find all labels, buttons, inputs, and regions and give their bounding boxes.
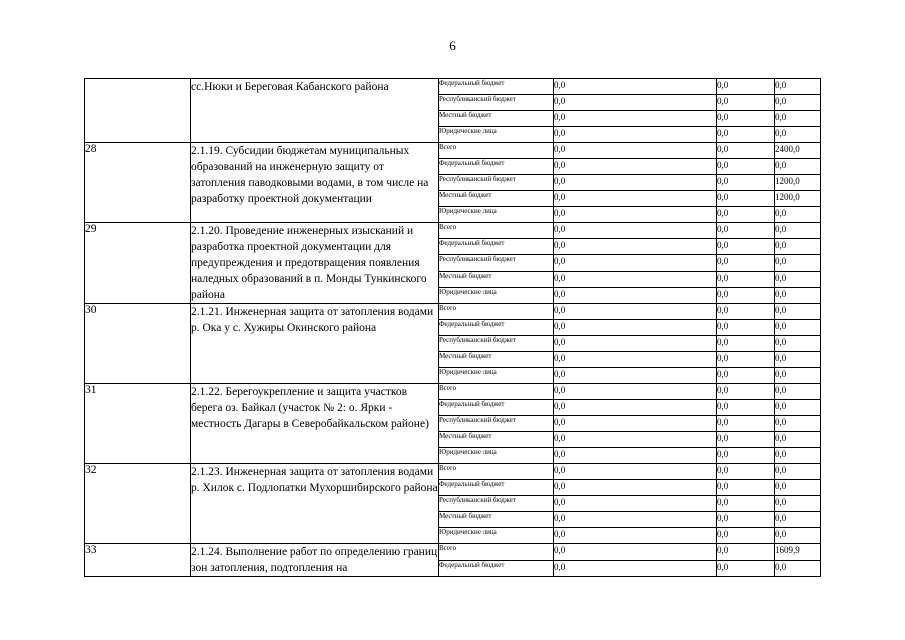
amount-v1: 0,0 — [554, 384, 717, 400]
amount-v1: 0,0 — [554, 368, 717, 384]
amount-v2: 0,0 — [717, 111, 775, 127]
funding-source: Всего — [439, 544, 554, 561]
amount-v3: 2400,0 — [775, 143, 821, 159]
amount-v1: 0,0 — [554, 416, 717, 432]
funding-source: Юридические лица — [439, 448, 554, 464]
amount-v2: 0,0 — [717, 320, 775, 336]
amount-v1: 0,0 — [554, 191, 717, 207]
page-number: 6 — [449, 38, 456, 53]
amount-v3: 1200,0 — [775, 191, 821, 207]
amount-v2: 0,0 — [717, 287, 775, 303]
row-number: 28 — [85, 143, 191, 223]
amount-v2: 0,0 — [717, 143, 775, 159]
funding-source: Местный бюджет — [439, 432, 554, 448]
table-row — [85, 384, 821, 400]
measure-name: 2.1.23. Инженерная защита от затопления водами р. Хилок с. Подлопатки Мухоршибирского района — [191, 464, 439, 544]
amount-v3: 0,0 — [775, 480, 821, 496]
amount-v1: 0,0 — [554, 560, 717, 577]
amount-v1: 0,0 — [554, 352, 717, 368]
amount-v3: 0,0 — [775, 207, 821, 223]
funding-source: Республиканский бюджет — [439, 416, 554, 432]
amount-v1: 0,0 — [554, 175, 717, 191]
amount-v1: 0,0 — [554, 159, 717, 175]
funding-source: Местный бюджет — [439, 512, 554, 528]
amount-v2: 0,0 — [717, 207, 775, 223]
amount-v2: 0,0 — [717, 336, 775, 352]
amount-v1: 0,0 — [554, 544, 717, 561]
table-row — [85, 464, 821, 480]
amount-v1: 0,0 — [554, 320, 717, 336]
amount-v3: 0,0 — [775, 127, 821, 143]
measure-name: 2.1.20. Проведение инженерных изысканий и разработка проектной документации для предупреждения и предотвращения появления наледных образований в п. Монды Тункинского района — [191, 223, 439, 304]
amount-v3: 0,0 — [775, 239, 821, 255]
amount-v1: 0,0 — [554, 207, 717, 223]
amount-v1: 0,0 — [554, 95, 717, 111]
amount-v1: 0,0 — [554, 448, 717, 464]
funding-source: Юридические лица — [439, 287, 554, 303]
amount-v3: 0,0 — [775, 304, 821, 320]
amount-v3: 0,0 — [775, 111, 821, 127]
funding-source: Федеральный бюджет — [439, 480, 554, 496]
amount-v1: 0,0 — [554, 271, 717, 287]
amount-v2: 0,0 — [717, 560, 775, 577]
funding-source: Федеральный бюджет — [439, 239, 554, 255]
amount-v1: 0,0 — [554, 480, 717, 496]
amount-v1: 0,0 — [554, 528, 717, 544]
table-row — [85, 304, 821, 320]
table-row — [85, 143, 821, 159]
amount-v3: 0,0 — [775, 528, 821, 544]
funding-source: Федеральный бюджет — [439, 400, 554, 416]
funding-source: Федеральный бюджет — [439, 79, 554, 95]
amount-v3: 0,0 — [775, 512, 821, 528]
amount-v1: 0,0 — [554, 143, 717, 159]
funding-source: Всего — [439, 304, 554, 320]
funding-source: Республиканский бюджет — [439, 496, 554, 512]
amount-v3: 0,0 — [775, 159, 821, 175]
amount-v1: 0,0 — [554, 255, 717, 271]
amount-v3: 0,0 — [775, 368, 821, 384]
funding-source: Юридические лица — [439, 368, 554, 384]
amount-v2: 0,0 — [717, 512, 775, 528]
row-number: 32 — [85, 464, 191, 544]
funding-source: Всего — [439, 223, 554, 239]
funding-source: Юридические лица — [439, 207, 554, 223]
amount-v3: 0,0 — [775, 287, 821, 303]
amount-v3: 1200,0 — [775, 175, 821, 191]
amount-v2: 0,0 — [717, 544, 775, 561]
amount-v1: 0,0 — [554, 464, 717, 480]
amount-v1: 0,0 — [554, 512, 717, 528]
funding-source: Республиканский бюджет — [439, 175, 554, 191]
amount-v1: 0,0 — [554, 111, 717, 127]
funding-source: Республиканский бюджет — [439, 95, 554, 111]
funding-source: Федеральный бюджет — [439, 560, 554, 577]
amount-v2: 0,0 — [717, 159, 775, 175]
funding-source: Всего — [439, 143, 554, 159]
amount-v1: 0,0 — [554, 336, 717, 352]
row-number — [85, 79, 191, 143]
amount-v2: 0,0 — [717, 95, 775, 111]
amount-v3: 0,0 — [775, 271, 821, 287]
funding-source: Федеральный бюджет — [439, 320, 554, 336]
amount-v2: 0,0 — [717, 304, 775, 320]
table-row — [85, 79, 821, 95]
row-number: 30 — [85, 304, 191, 384]
amount-v3: 0,0 — [775, 400, 821, 416]
amount-v2: 0,0 — [717, 271, 775, 287]
amount-v2: 0,0 — [717, 400, 775, 416]
amount-v3: 0,0 — [775, 560, 821, 577]
amount-v2: 0,0 — [717, 223, 775, 239]
amount-v2: 0,0 — [717, 496, 775, 512]
funding-source: Юридические лица — [439, 528, 554, 544]
amount-v3: 0,0 — [775, 320, 821, 336]
amount-v1: 0,0 — [554, 127, 717, 143]
measure-name: 2.1.24. Выполнение работ по определению границ зон затопления, подтопления на — [191, 544, 439, 577]
funding-source: Всего — [439, 384, 554, 400]
amount-v3: 0,0 — [775, 416, 821, 432]
amount-v2: 0,0 — [717, 464, 775, 480]
row-number: 29 — [85, 223, 191, 304]
amount-v1: 0,0 — [554, 239, 717, 255]
amount-v2: 0,0 — [717, 448, 775, 464]
amount-v3: 1609,9 — [775, 544, 821, 561]
amount-v2: 0,0 — [717, 79, 775, 95]
amount-v2: 0,0 — [717, 352, 775, 368]
amount-v1: 0,0 — [554, 304, 717, 320]
funding-source: Местный бюджет — [439, 111, 554, 127]
amount-v2: 0,0 — [717, 175, 775, 191]
amount-v1: 0,0 — [554, 400, 717, 416]
amount-v2: 0,0 — [717, 480, 775, 496]
amount-v3: 0,0 — [775, 432, 821, 448]
funding-source: Республиканский бюджет — [439, 255, 554, 271]
amount-v2: 0,0 — [717, 416, 775, 432]
measure-name: сс.Нюки и Береговая Кабанского района — [191, 79, 439, 143]
funding-table-body — [85, 79, 821, 577]
amount-v1: 0,0 — [554, 223, 717, 239]
table-row — [85, 223, 821, 239]
funding-source: Юридические лица — [439, 127, 554, 143]
row-number: 31 — [85, 384, 191, 464]
amount-v3: 0,0 — [775, 95, 821, 111]
amount-v1: 0,0 — [554, 287, 717, 303]
amount-v3: 0,0 — [775, 223, 821, 239]
amount-v2: 0,0 — [717, 191, 775, 207]
amount-v3: 0,0 — [775, 464, 821, 480]
amount-v2: 0,0 — [717, 528, 775, 544]
amount-v1: 0,0 — [554, 496, 717, 512]
amount-v3: 0,0 — [775, 255, 821, 271]
funding-source: Местный бюджет — [439, 352, 554, 368]
amount-v1: 0,0 — [554, 79, 717, 95]
amount-v3: 0,0 — [775, 448, 821, 464]
funding-source: Федеральный бюджет — [439, 159, 554, 175]
amount-v2: 0,0 — [717, 127, 775, 143]
measure-name: 2.1.22. Берегоукрепление и защита участков берега оз. Байкал (участок № 2: о. Ярки - местность Дагары в Северобайкальском районе) — [191, 384, 439, 464]
amount-v3: 0,0 — [775, 384, 821, 400]
amount-v3: 0,0 — [775, 496, 821, 512]
funding-source: Всего — [439, 464, 554, 480]
amount-v3: 0,0 — [775, 79, 821, 95]
funding-source: Республиканский бюджет — [439, 336, 554, 352]
amount-v2: 0,0 — [717, 368, 775, 384]
amount-v2: 0,0 — [717, 239, 775, 255]
table-row — [85, 544, 821, 561]
amount-v2: 0,0 — [717, 384, 775, 400]
row-number: 33 — [85, 544, 191, 577]
funding-table — [84, 78, 821, 577]
amount-v1: 0,0 — [554, 432, 717, 448]
funding-source: Местный бюджет — [439, 271, 554, 287]
amount-v2: 0,0 — [717, 255, 775, 271]
funding-source: Местный бюджет — [439, 191, 554, 207]
amount-v2: 0,0 — [717, 432, 775, 448]
amount-v3: 0,0 — [775, 352, 821, 368]
measure-name: 2.1.19. Субсидии бюджетам муниципальных образований на инженерную защиту от затопления паводковыми водами, в том числе на разработку проектной документации — [191, 143, 439, 223]
amount-v3: 0,0 — [775, 336, 821, 352]
measure-name: 2.1.21. Инженерная защита от затопления водами р. Ока у с. Хужиры Окинского района — [191, 304, 439, 384]
